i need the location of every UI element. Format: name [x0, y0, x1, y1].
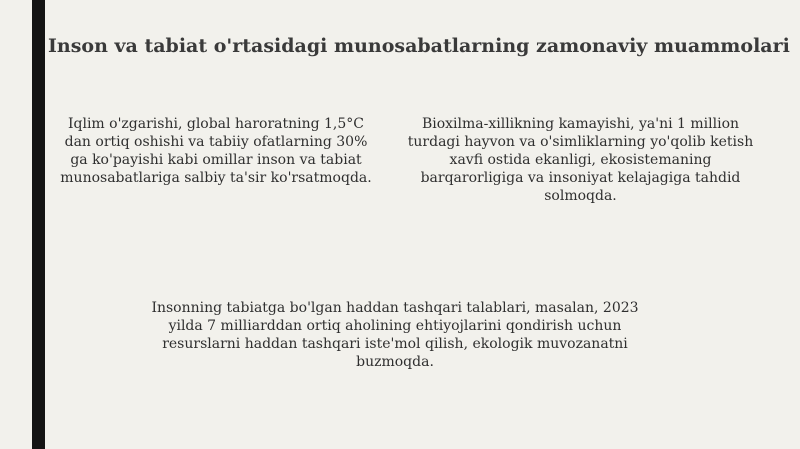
accent-bar	[32, 0, 45, 449]
text-block-climate: Iqlim o'zgarishi, global haroratning 1,5°C dan ortiq oshishi va tabiiy ofatlarning 30% ga ko'payishi kabi omillar inson va tabiat munosabatlariga salbiy ta'sir ko'rsatmoqda.	[60, 116, 372, 186]
text-block-biodiversity: Bioxilma-xillikning kamayishi, ya'ni 1 million turdagi hayvon va o'simliklarning yo'qolib ketish xavfi ostida ekanligi, ekosistemaning barqarorligiga va insoniyat kelajagiga tahdid solmoqda.	[407, 116, 754, 204]
slide-title: Inson va tabiat o'rtasidagi munosabatlarning zamonaviy muammolari	[48, 35, 790, 57]
text-block-resources: Insonning tabiatga bo'lgan haddan tashqari talablari, masalan, 2023 yilda 7 milliarddan ortiq aholining ehtiyojlarini qondirish uchun resurslarni haddan tashqari iste'mol qilish, ekologik muvozanatni buzmoqda.	[151, 300, 639, 370]
